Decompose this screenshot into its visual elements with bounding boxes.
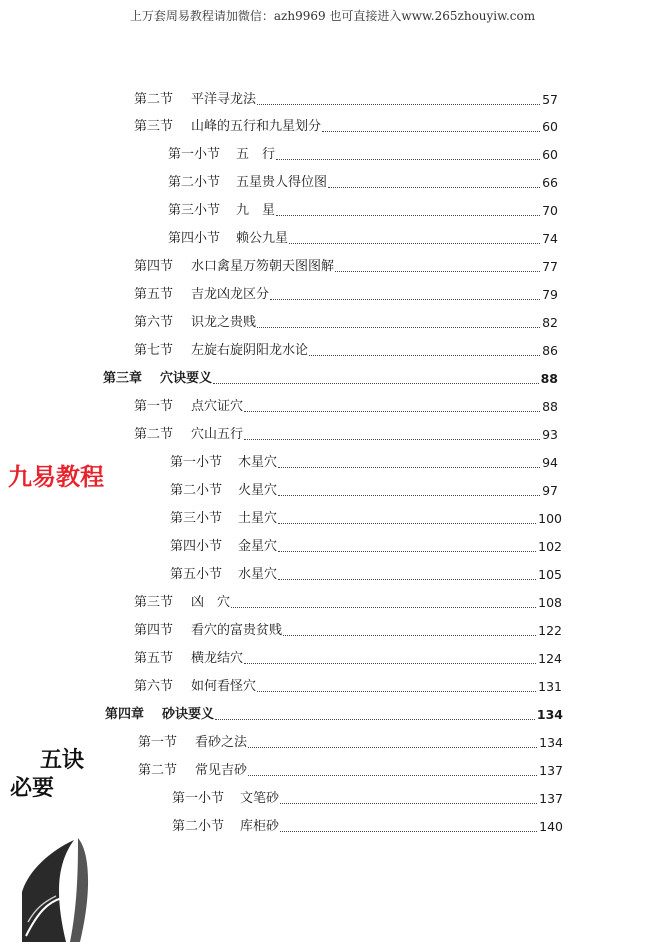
- toc-row[interactable]: [170, 451, 558, 471]
- toc-title: 金星穴: [238, 539, 278, 554]
- spine-title-line1: 五诀: [40, 747, 85, 773]
- toc-row[interactable]: [168, 199, 558, 219]
- toc-title: 木星穴: [238, 455, 278, 470]
- dot-leader: [289, 242, 540, 244]
- toc-number: 第五节: [134, 287, 174, 302]
- toc-number: 第三小节: [168, 203, 221, 218]
- toc-row[interactable]: [134, 311, 558, 331]
- toc-page: 77: [542, 259, 558, 274]
- toc-page: 60: [542, 119, 558, 134]
- toc-row[interactable]: [172, 787, 563, 807]
- toc-number: 第三节: [134, 595, 174, 610]
- toc-number: 第二节: [138, 763, 178, 778]
- toc-row[interactable]: [134, 423, 558, 443]
- toc-row[interactable]: [134, 591, 562, 611]
- toc-row[interactable]: [134, 675, 562, 695]
- toc-page: 134: [536, 707, 563, 722]
- toc-row[interactable]: [172, 815, 563, 835]
- toc-number: 第六节: [134, 315, 174, 330]
- header-watermark: 上万套周易教程请加微信：azh9969 也可直接进入www.265zhouyiw.com: [129, 9, 536, 23]
- toc-title: 横龙结穴: [191, 651, 244, 666]
- toc-number: 第四章: [105, 707, 145, 722]
- toc-row[interactable]: [168, 143, 558, 163]
- dot-leader: [335, 270, 540, 272]
- toc-title: 识龙之贵贱: [191, 315, 257, 330]
- dot-leader: [276, 158, 540, 160]
- toc-page: 66: [542, 175, 558, 190]
- dot-leader: [257, 326, 540, 328]
- toc-number: 第四节: [134, 259, 174, 274]
- toc-title: 砂诀要义: [162, 707, 215, 722]
- toc-row[interactable]: [134, 88, 558, 108]
- toc-number: 第一小节: [168, 147, 221, 162]
- toc-page: 88: [542, 399, 558, 414]
- toc-page: 94: [542, 455, 558, 470]
- dot-leader: [278, 522, 536, 524]
- toc-page: 82: [542, 315, 558, 330]
- toc-page: 124: [538, 651, 562, 666]
- toc-row[interactable]: [134, 395, 558, 415]
- dot-leader: [280, 802, 537, 804]
- spine-title-line2: 必要: [10, 775, 55, 801]
- toc-row-chapter[interactable]: [105, 703, 563, 723]
- toc-number: 第七节: [134, 343, 174, 358]
- toc-title: 如何看怪穴: [191, 679, 257, 694]
- toc-title: 土星穴: [238, 511, 278, 526]
- dot-leader: [278, 578, 536, 580]
- dot-leader: [231, 606, 536, 608]
- toc-number: 第六节: [134, 679, 174, 694]
- toc-number: 第四小节: [168, 231, 221, 246]
- dot-leader: [244, 662, 536, 664]
- toc-title: 水口禽星万笏朝天图图解: [191, 259, 335, 274]
- toc-title: 凶 穴: [191, 595, 231, 610]
- dot-leader: [213, 382, 539, 384]
- toc-page: 88: [540, 371, 558, 386]
- toc-title: 赖公九星: [236, 231, 289, 246]
- dot-leader: [309, 354, 540, 356]
- toc-title: 火星穴: [238, 483, 278, 498]
- dot-leader: [322, 130, 540, 132]
- toc-number: 第二节: [134, 92, 174, 107]
- toc-row[interactable]: [138, 759, 563, 779]
- toc-page: 93: [542, 427, 558, 442]
- toc-page: 131: [538, 679, 562, 694]
- toc-row[interactable]: [138, 731, 563, 751]
- dot-leader: [244, 438, 540, 440]
- toc-page: 134: [539, 735, 563, 750]
- toc-page: 97: [542, 483, 558, 498]
- toc-number: 第四小节: [170, 539, 223, 554]
- toc-page: 140: [539, 819, 563, 834]
- toc-title: 九 星: [236, 203, 276, 218]
- toc-number: 第五节: [134, 651, 174, 666]
- dot-leader: [278, 550, 536, 552]
- toc-page: 74: [542, 231, 558, 246]
- decorative-ink-graphic: [18, 832, 98, 942]
- toc-number: 第一小节: [170, 455, 223, 470]
- toc-page: 57: [542, 92, 558, 107]
- dot-leader: [280, 830, 537, 832]
- toc-title: 看砂之法: [195, 735, 248, 750]
- toc-title: 平洋寻龙法: [191, 92, 257, 107]
- toc-number: 第三章: [103, 371, 143, 386]
- toc-page: 86: [542, 343, 558, 358]
- toc-page: 137: [539, 791, 563, 806]
- toc-number: 第二小节: [168, 175, 221, 190]
- toc-row[interactable]: [134, 619, 562, 639]
- toc-page: 70: [542, 203, 558, 218]
- toc-title: 五 行: [236, 147, 276, 162]
- toc-row[interactable]: [170, 479, 558, 499]
- toc-page: 137: [539, 763, 563, 778]
- toc-row[interactable]: [170, 563, 562, 583]
- dot-leader: [248, 774, 537, 776]
- toc-row[interactable]: [168, 227, 558, 247]
- toc-title: 看穴的富贵贫贱: [191, 623, 283, 638]
- toc-number: 第三小节: [170, 511, 223, 526]
- toc-title: 穴诀要义: [160, 371, 213, 386]
- toc-row[interactable]: [170, 535, 562, 555]
- dot-leader: [257, 103, 540, 105]
- dot-leader: [248, 746, 537, 748]
- toc-row[interactable]: [134, 255, 558, 275]
- toc-title: 左旋右旋阴阳龙水论: [191, 343, 309, 358]
- toc-title: 常见吉砂: [195, 763, 248, 778]
- toc-page: 105: [538, 567, 562, 582]
- dot-leader: [215, 718, 535, 720]
- dot-leader: [283, 634, 536, 636]
- side-brand-watermark: 九易教程: [8, 463, 104, 491]
- toc-page: 102: [538, 539, 562, 554]
- dot-leader: [278, 494, 540, 496]
- toc-row[interactable]: [170, 507, 562, 527]
- toc-title: 水星穴: [238, 567, 278, 582]
- toc-page: 79: [542, 287, 558, 302]
- toc-row-chapter[interactable]: [103, 367, 558, 387]
- toc-number: 第五小节: [170, 567, 223, 582]
- toc-number: 第一节: [138, 735, 178, 750]
- toc-row[interactable]: [134, 647, 562, 667]
- dot-leader: [270, 298, 540, 300]
- toc-title: 山峰的五行和九星划分: [191, 119, 322, 134]
- toc-number: 第一小节: [172, 791, 225, 806]
- toc-title: 吉龙凶龙区分: [191, 287, 270, 302]
- dot-leader: [257, 690, 536, 692]
- toc-row[interactable]: [134, 283, 558, 303]
- toc-number: 第三节: [134, 119, 174, 134]
- toc-number: 第一节: [134, 399, 174, 414]
- dot-leader: [328, 186, 540, 188]
- toc-number: 第四节: [134, 623, 174, 638]
- dot-leader: [244, 410, 540, 412]
- toc-number: 第二小节: [170, 483, 223, 498]
- toc-title: 点穴证穴: [191, 399, 244, 414]
- toc-number: 第二节: [134, 427, 174, 442]
- toc-row[interactable]: [168, 171, 558, 191]
- toc-page: 122: [538, 623, 562, 638]
- toc-row[interactable]: [134, 339, 558, 359]
- toc-title: 五星贵人得位图: [236, 175, 328, 190]
- toc-page: 108: [538, 595, 562, 610]
- toc-row[interactable]: [134, 115, 558, 135]
- toc-title: 库柜砂: [240, 819, 280, 834]
- toc-page: 100: [538, 511, 562, 526]
- toc-page: 60: [542, 147, 558, 162]
- dot-leader: [278, 466, 540, 468]
- toc-title: 文笔砂: [240, 791, 280, 806]
- toc-number: 第二小节: [172, 819, 225, 834]
- dot-leader: [276, 214, 540, 216]
- toc-title: 穴山五行: [191, 427, 244, 442]
